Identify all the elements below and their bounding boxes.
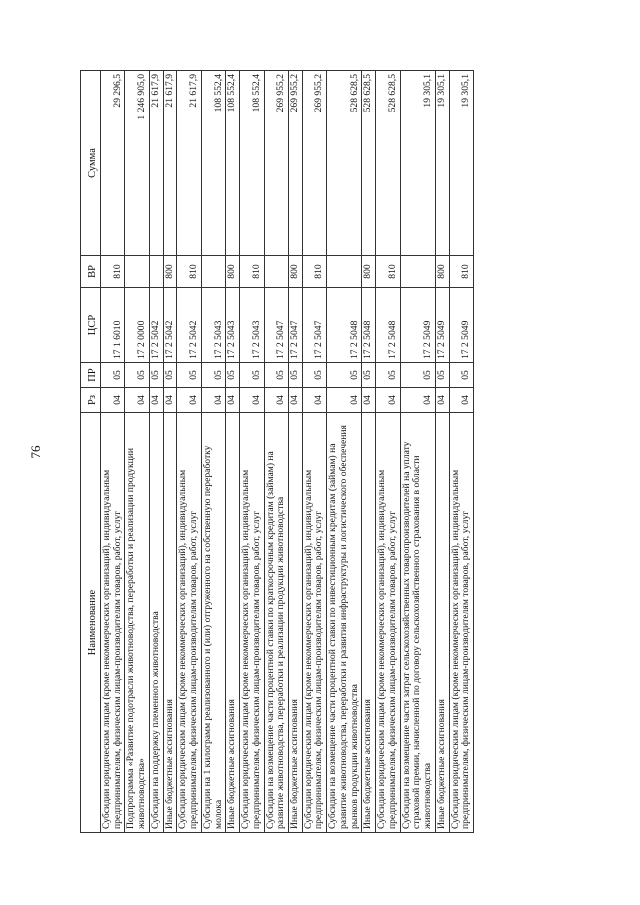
table-row [177,71,201,833]
cell-sum: 108 552,4 [240,71,264,256]
cell-pr: 05 [101,363,125,388]
cell-name: Иные бюджетные ассигнования [362,413,376,833]
table-body [101,71,474,833]
cell-vr: 810 [376,256,400,288]
table-row [264,71,288,833]
cell-rz: 04 [177,388,201,413]
cell-rz: 04 [240,388,264,413]
cell-vr: 800 [435,256,449,288]
cell-name: Иные бюджетные ассигнования [289,413,303,833]
cell-csr: 17 2 5049 [449,288,473,363]
cell-sum: 19 305,1 [449,71,473,256]
cell-csr: 17 2 5049 [435,288,449,363]
cell-rz: 04 [400,388,435,413]
cell-pr: 05 [240,363,264,388]
cell-name: Субсидии на поддержку племенного животноводства [149,413,163,833]
cell-pr: 05 [289,363,303,388]
cell-csr: 17 2 5043 [201,288,225,363]
cell-sum: 269 955,2 [289,71,303,256]
cell-csr: 17 2 5042 [177,288,201,363]
header-rz: Рз [81,388,101,413]
cell-name: Субсидии юридическим лицам (кроме некоммерческих организаций), индивидуальным предпринимателям, физическим лицам-производителям товаров, работ, услуг [449,413,473,833]
cell-rz: 04 [327,388,362,413]
cell-pr: 05 [201,363,225,388]
table-row [226,71,240,833]
cell-sum: 269 955,2 [302,71,326,256]
cell-rz: 04 [226,388,240,413]
cell-csr: 17 2 5049 [400,288,435,363]
cell-vr: 810 [177,256,201,288]
cell-sum: 528 628,5 [376,71,400,256]
cell-name: Субсидии на 1 килограмм реализованного и (или) отгруженного на собственную переработку молока [201,413,225,833]
cell-sum: 1 246 905,0 [125,71,149,256]
cell-name: Субсидии на возмещение части процентной ставки по краткосрочным кредитам (займам) на развитие животноводства, переработки и реализации продукции животноводства [264,413,288,833]
cell-rz: 04 [125,388,149,413]
cell-csr: 17 2 0000 [125,288,149,363]
cell-name: Подпрограмма «Развитие подотрасли животноводства, переработки и реализации продукции животноводства» [125,413,149,833]
table-row [327,71,362,833]
cell-vr [149,256,163,288]
header-vr: ВР [81,256,101,288]
cell-vr: 810 [302,256,326,288]
cell-vr [125,256,149,288]
cell-vr [327,256,362,288]
cell-name: Иные бюджетные ассигнования [435,413,449,833]
table-row [125,71,149,833]
header-sum: Сумма [81,71,101,256]
cell-rz: 04 [435,388,449,413]
cell-vr: 800 [163,256,177,288]
cell-pr: 05 [376,363,400,388]
cell-name: Субсидии на возмещение части затрат сельскохозяйственных товаропроизводителей на уплату страховой премии, начисленной по договору сельскохозяйственного страхования в области животноводства [400,413,435,833]
cell-name: Иные бюджетные ассигнования [226,413,240,833]
cell-csr: 17 2 5047 [289,288,303,363]
table-row [449,71,473,833]
cell-pr: 05 [163,363,177,388]
cell-name: Субсидии на возмещение части процентной ставки по инвестиционным кредитам (займам) на развитие животноводства, переработки и развития инфраструктуры и логистического обеспечения рынков продукции животноводства [327,413,362,833]
cell-pr: 05 [327,363,362,388]
header-csr: ЦСР [81,288,101,363]
cell-sum: 21 617,9 [163,71,177,256]
table-header-row [81,71,101,833]
cell-sum: 19 305,1 [435,71,449,256]
table-row [201,71,225,833]
cell-csr: 17 2 5048 [327,288,362,363]
cell-csr: 17 2 5047 [302,288,326,363]
cell-pr: 05 [125,363,149,388]
cell-rz: 04 [101,388,125,413]
cell-rz: 04 [163,388,177,413]
cell-pr: 05 [264,363,288,388]
cell-vr: 800 [226,256,240,288]
cell-pr: 05 [435,363,449,388]
table-row [376,71,400,833]
cell-vr [264,256,288,288]
table-row [101,71,125,833]
cell-sum: 528 628,5 [327,71,362,256]
cell-vr [400,256,435,288]
cell-vr: 810 [240,256,264,288]
cell-sum: 108 552,4 [201,71,225,256]
cell-rz: 04 [201,388,225,413]
cell-pr: 05 [400,363,435,388]
table-row [149,71,163,833]
page-number: 76 [28,445,43,459]
cell-rz: 04 [376,388,400,413]
cell-csr: 17 2 5048 [362,288,376,363]
cell-pr: 05 [226,363,240,388]
cell-csr: 17 2 5043 [226,288,240,363]
cell-sum: 108 552,4 [226,71,240,256]
budget-table [80,70,474,833]
cell-vr: 800 [289,256,303,288]
cell-sum: 19 305,1 [400,71,435,256]
table-row [289,71,303,833]
table-row [400,71,435,833]
cell-name: Субсидии юридическим лицам (кроме некоммерческих организаций), индивидуальным предпринимателям, физическим лицам-производителям товаров, работ, услуг [240,413,264,833]
cell-pr: 05 [149,363,163,388]
cell-sum: 269 955,2 [264,71,288,256]
cell-rz: 04 [264,388,288,413]
table-row [435,71,449,833]
header-pr: ПР [81,363,101,388]
cell-name: Субсидии юридическим лицам (кроме некоммерческих организаций), индивидуальным предпринимателям, физическим лицам-производителям товаров, работ, услуг [101,413,125,833]
cell-pr: 05 [449,363,473,388]
table-row [362,71,376,833]
cell-sum: 21 617,9 [177,71,201,256]
cell-csr: 17 1 6010 [101,288,125,363]
table-row [163,71,177,833]
cell-pr: 05 [177,363,201,388]
cell-rz: 04 [289,388,303,413]
cell-rz: 04 [449,388,473,413]
cell-vr [201,256,225,288]
cell-name: Иные бюджетные ассигнования [163,413,177,833]
table-row [302,71,326,833]
cell-vr: 800 [362,256,376,288]
cell-vr: 810 [101,256,125,288]
cell-csr: 17 2 5042 [149,288,163,363]
cell-sum: 29 296,5 [101,71,125,256]
cell-name: Субсидии юридическим лицам (кроме некоммерческих организаций), индивидуальным предпринимателям, физическим лицам-производителям товаров, работ, услуг [302,413,326,833]
cell-csr: 17 2 5042 [163,288,177,363]
cell-csr: 17 2 5043 [240,288,264,363]
cell-csr: 17 2 5048 [376,288,400,363]
cell-vr: 810 [449,256,473,288]
cell-pr: 05 [362,363,376,388]
cell-sum: 21 617,9 [149,71,163,256]
table-row [240,71,264,833]
cell-rz: 04 [362,388,376,413]
cell-csr: 17 2 5047 [264,288,288,363]
rotated-table-container [80,71,640,833]
cell-pr: 05 [302,363,326,388]
cell-rz: 04 [302,388,326,413]
cell-rz: 04 [149,388,163,413]
cell-name: Субсидии юридическим лицам (кроме некоммерческих организаций), индивидуальным предпринимателям, физическим лицам-производителям товаров, работ, услуг [376,413,400,833]
header-name: Наименование [81,413,101,833]
cell-sum: 528 628,5 [362,71,376,256]
cell-name: Субсидии юридическим лицам (кроме некоммерческих организаций), индивидуальным предпринимателям, физическим лицам-производителям товаров, работ, услуг [177,413,201,833]
